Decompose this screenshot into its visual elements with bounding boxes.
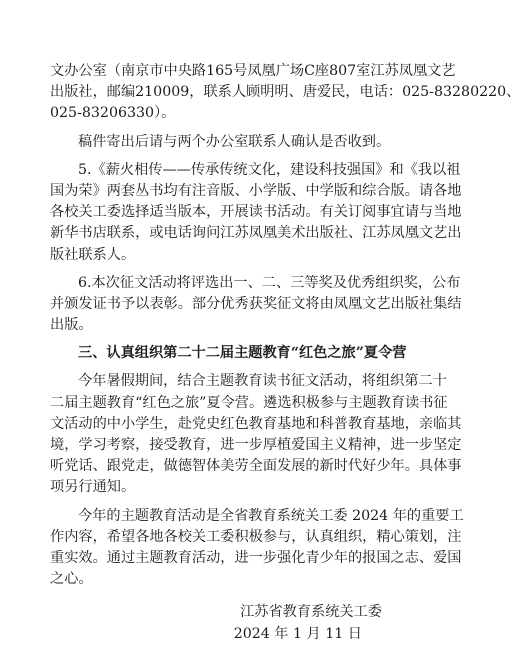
office-address-line-3: 025-83206330）。 <box>50 105 176 122</box>
confirm-note: 稿件寄出后请与两个办公室联系人确认是否收到。 <box>78 133 391 150</box>
office-address-line-2: 出版社，邮编210009，联系人顾明明、唐爱民，电话：025-83280220、 <box>50 84 520 101</box>
item6-line-3: 出版。 <box>50 317 93 334</box>
section3-line-3: 文活动的中小学生，赴党史红色教育基地和科普教育基地，亲临其 <box>50 415 462 432</box>
closing-line-2: 作内容，希望各地各校关工委积极参与，认真组织，精心策划，注 <box>50 528 462 545</box>
signature-date: 2024 年 1 月 11 日 <box>233 625 362 642</box>
item5-line-3: 各校关工委选择适当版本，开展读书活动。有关订阅事宜请与当地 <box>50 204 462 221</box>
office-address-line-1: 文办公室（南京市中央路165号凤凰广场C座807室江苏凤凰文艺 <box>50 63 456 79</box>
item5-line-1: 5.《薪火相传——传承传统文化，建设科技强国》和《我以祖 <box>78 161 461 178</box>
item6-line-2: 并颁发证书予以表彰。部分优秀获奖征文将由凤凰文艺出版社集结 <box>50 295 462 312</box>
section-3-heading: 三、认真组织第二十二届主题教育“红色之旅”夏令营 <box>78 345 407 362</box>
closing-line-1: 今年的主题教育活动是全省教育系统关工委 2024 年的重要工 <box>78 507 464 524</box>
item5-line-5: 版社联系人。 <box>50 246 136 263</box>
section3-line-1: 今年暑假期间，结合主题教育读书征文活动，将组织第二十 <box>78 373 447 390</box>
closing-line-3: 重实效。通过主题教育活动，进一步强化青少年的报国之志、爱国 <box>50 549 462 566</box>
item5-line-4: 新华书店联系，或电话询问江苏凤凰美术出版社、江苏凤凰文艺出 <box>50 225 462 242</box>
section3-line-2: 二届主题教育“红色之旅”夏令营。遴选积极参与主题教育读书征 <box>50 394 448 411</box>
item5-line-2: 国为荣》两套丛书均有注音版、小学版、中学版和综合版。请各地 <box>50 182 462 199</box>
closing-line-4: 之心。 <box>50 571 93 588</box>
section3-line-4: 境，学习考察，接受教育，进一步厚植爱国主义精神，进一步坚定 <box>50 437 462 453</box>
item6-line-1: 6.本次征文活动将评选出一、二、三等奖及优秀组织奖，公布 <box>78 274 461 291</box>
section3-line-5: 听党话、跟党走，做德智体美劳全面发展的新时代好少年。具体事 <box>50 458 462 475</box>
signature-organization: 江苏省教育系统关工委 <box>240 604 382 621</box>
section3-line-6: 项另行通知。 <box>50 479 136 496</box>
